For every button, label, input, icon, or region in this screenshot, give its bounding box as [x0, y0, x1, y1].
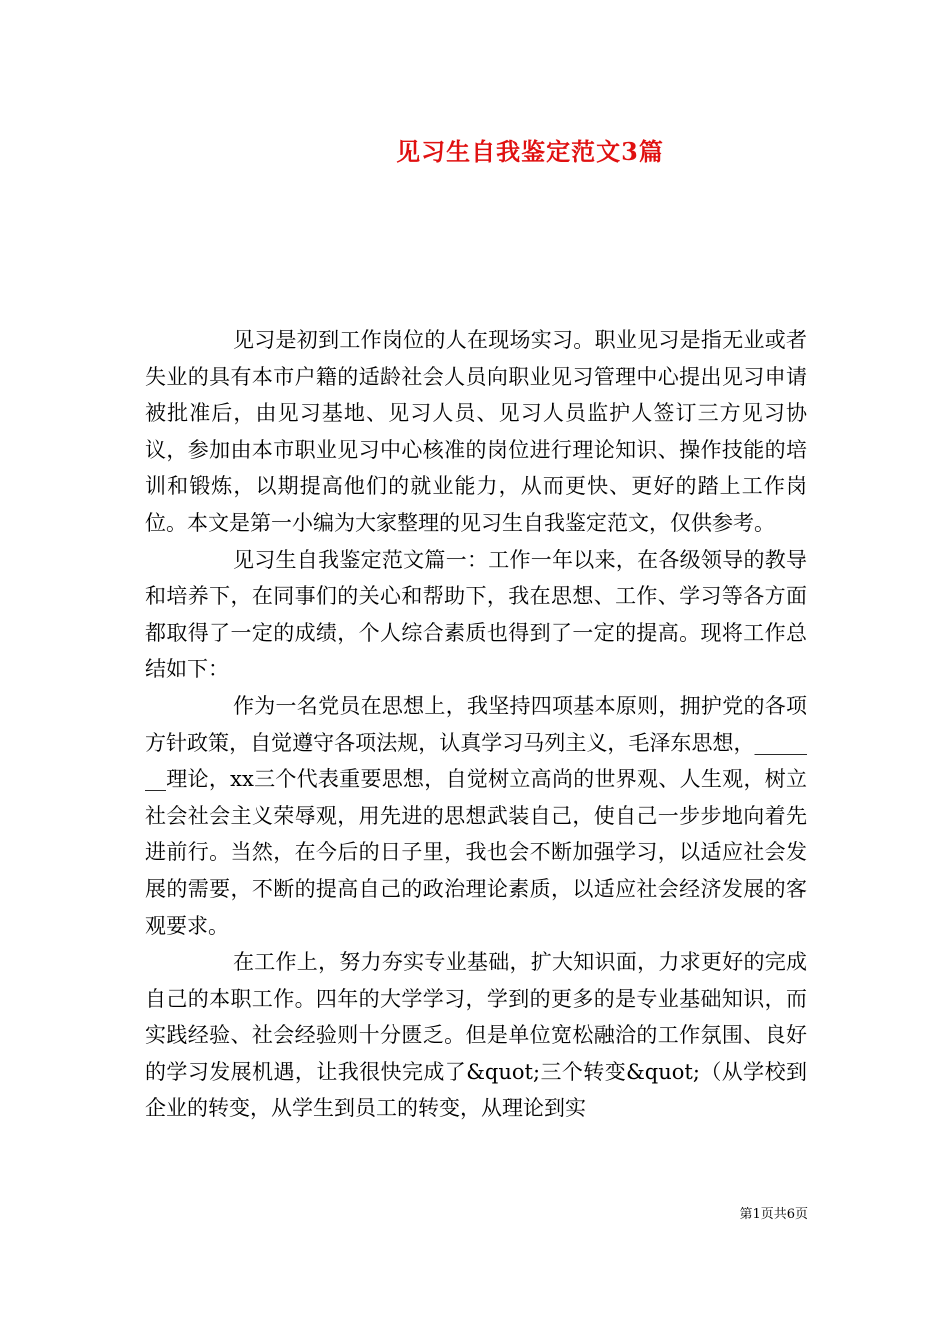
page-number: 第1页共6页 [739, 1207, 808, 1222]
paragraph-intro: 见习是初到工作岗位的人在现场实习。职业见习是指无业或者失业的具有本市户籍的适龄社会人员向职业见习管理中心提出见习申请被批准后，由见习基地、见习人员、见习人员监护人签订三方见习协议，参加由本市职业见习中心核准的岗位进行理论知识、操作技能的培训和锻炼，以期提高他们的就业能力，从而更快、更好的踏上工作岗位。本文是第一小编为大家整理的见习生自我鉴定范文，仅供参考。 [145, 328, 807, 535]
document-body [145, 322, 807, 1127]
paragraph-sample-one: 见习生自我鉴定范文篇一：工作一年以来，在各级领导的教导和培养下，在同事们的关心和帮助下，我在思想、工作、学习等各方面都取得了一定的成绩，个人综合素质也得到了一定的提高。现将工作总结如下： [145, 547, 807, 682]
document-title: 见习生自我鉴定范文3篇 [396, 137, 664, 166]
paragraph-work: 在工作上，努力夯实专业基础，扩大知识面，力求更好的完成自己的本职工作。四年的大学学习，学到的更多的是专业基础知识，而实践经验、社会经验则十分匮乏。但是单位宽松融洽的工作氛围、良好的学习发展机遇，让我很快完成了&quot;三个转变&quot;（从学校到企业的转变，从学生到员工的转变，从理论到实 [145, 950, 807, 1121]
paragraph-thought: 作为一名党员在思想上，我坚持四项基本原则，拥护党的各项方针政策，自觉遵守各项法规，认真学习马列主义，毛泽东思想，_______理论，xx三个代表重要思想，自觉树立高尚的世界观、人生观，树立社会社会主义荣辱观，用先进的思想武装自己，使自己一步步地向着先进前行。当然，在今后的日子里，我也会不断加强学习，以适应社会发展的需要，不断的提高自己的政治理论素质，以适应社会经济发展的客观要求。 [145, 693, 807, 938]
